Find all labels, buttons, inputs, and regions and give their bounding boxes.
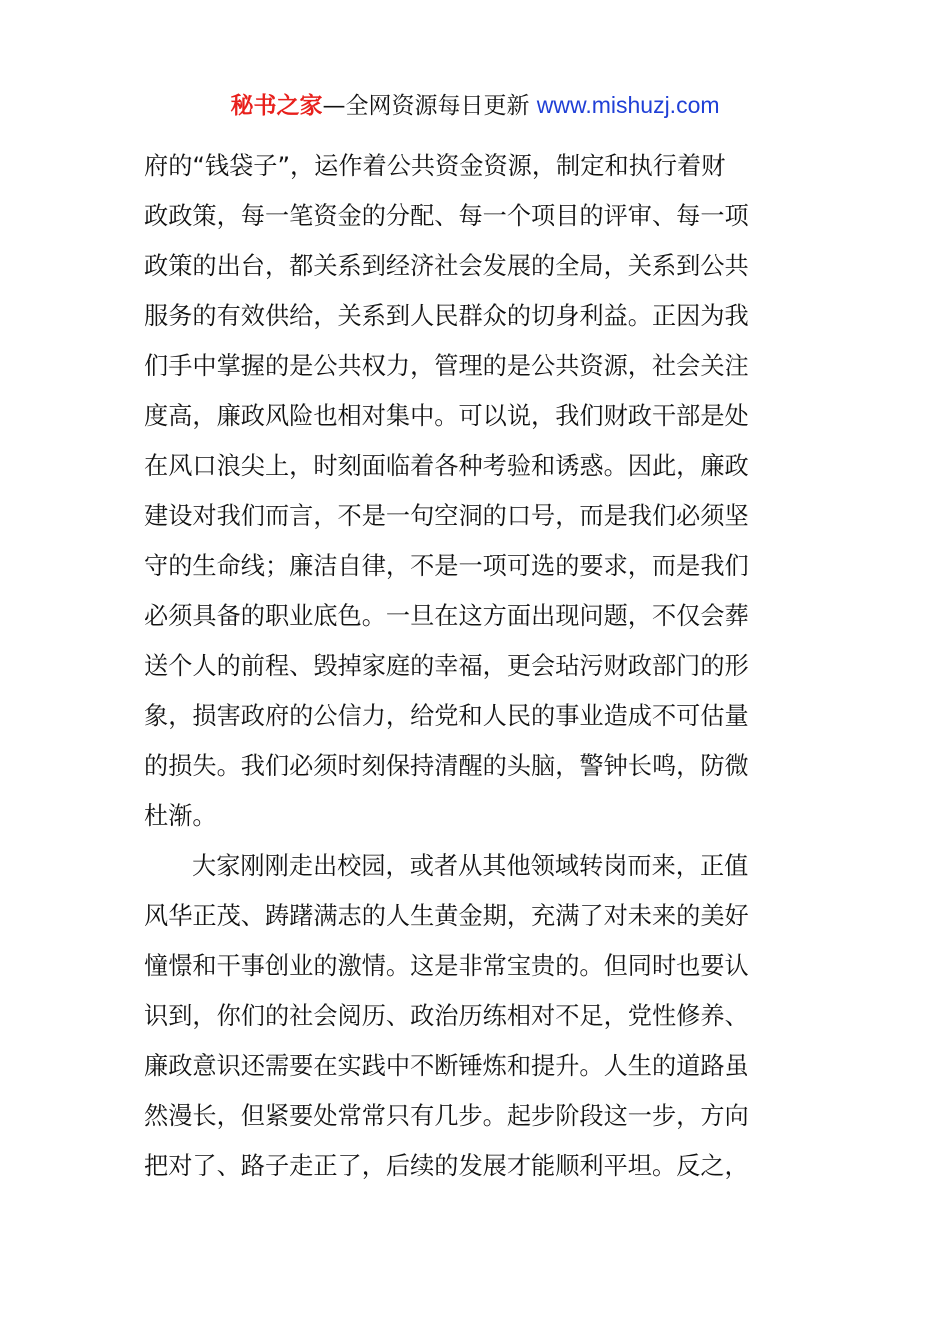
text-line: 府的“钱袋子”，运作着公共资金资源，制定和执行着财: [144, 152, 726, 180]
text-line: 把对了、路子走正了，后续的发展才能顺利平坦。反之，: [144, 1152, 749, 1180]
text-line: 们手中掌握的是公共权力，管理的是公共资源，社会关注: [144, 352, 749, 380]
text-line: 廉政意识还需要在实践中不断锤炼和提升。人生的道路虽: [144, 1052, 749, 1080]
site-header: [0, 88, 950, 123]
text-line: 大家刚刚走出校园，或者从其他领域转岗而来，正值: [192, 852, 749, 880]
text-line: 识到，你们的社会阅历、政治历练相对不足，党性修养、: [144, 1002, 749, 1030]
text-line: 送个人的前程、毁掉家庭的幸福，更会玷污财政部门的形: [144, 652, 749, 680]
paragraph: [144, 141, 808, 841]
text-line: 政政策，每一笔资金的分配、每一个项目的评审、每一项: [144, 202, 749, 230]
text-line: 憧憬和干事创业的激情。这是非常宝贵的。但同时也要认: [144, 952, 749, 980]
paragraph: [144, 841, 808, 1191]
text-line: 然漫长，但紧要处常常只有几步。起步阶段这一步，方向: [144, 1102, 749, 1130]
text-line: 必须具备的职业底色。一旦在这方面出现问题，不仅会葬: [144, 602, 749, 630]
site-brand: 秘书之家: [230, 93, 323, 119]
text-line: 风华正茂、踌躇满志的人生黄金期，充满了对未来的美好: [144, 902, 749, 930]
text-line: 政策的出台，都关系到经济社会发展的全局，关系到公共: [144, 252, 749, 280]
text-line: 度高，廉政风险也相对集中。可以说，我们财政干部是处: [144, 402, 749, 430]
text-line: 在风口浪尖上，时刻面临着各种考验和诱惑。因此，廉政: [144, 452, 749, 480]
document-body: [144, 141, 808, 1191]
text-line: 杜渐。: [144, 802, 217, 830]
text-line: 象，损害政府的公信力，给党和人民的事业造成不可估量: [144, 702, 749, 730]
site-tagline: —全网资源每日更新: [322, 93, 530, 119]
text-line: 守的生命线；廉洁自律，不是一项可选的要求，而是我们: [144, 552, 749, 580]
site-url-link[interactable]: www.mishuzj.com: [536, 92, 720, 118]
text-line: 建设对我们而言，不是一句空洞的口号，而是我们必须坚: [144, 502, 749, 530]
text-line: 的损失。我们必须时刻保持清醒的头脑，警钟长鸣，防微: [144, 752, 749, 780]
text-line: 服务的有效供给，关系到人民群众的切身利益。正因为我: [144, 302, 749, 330]
